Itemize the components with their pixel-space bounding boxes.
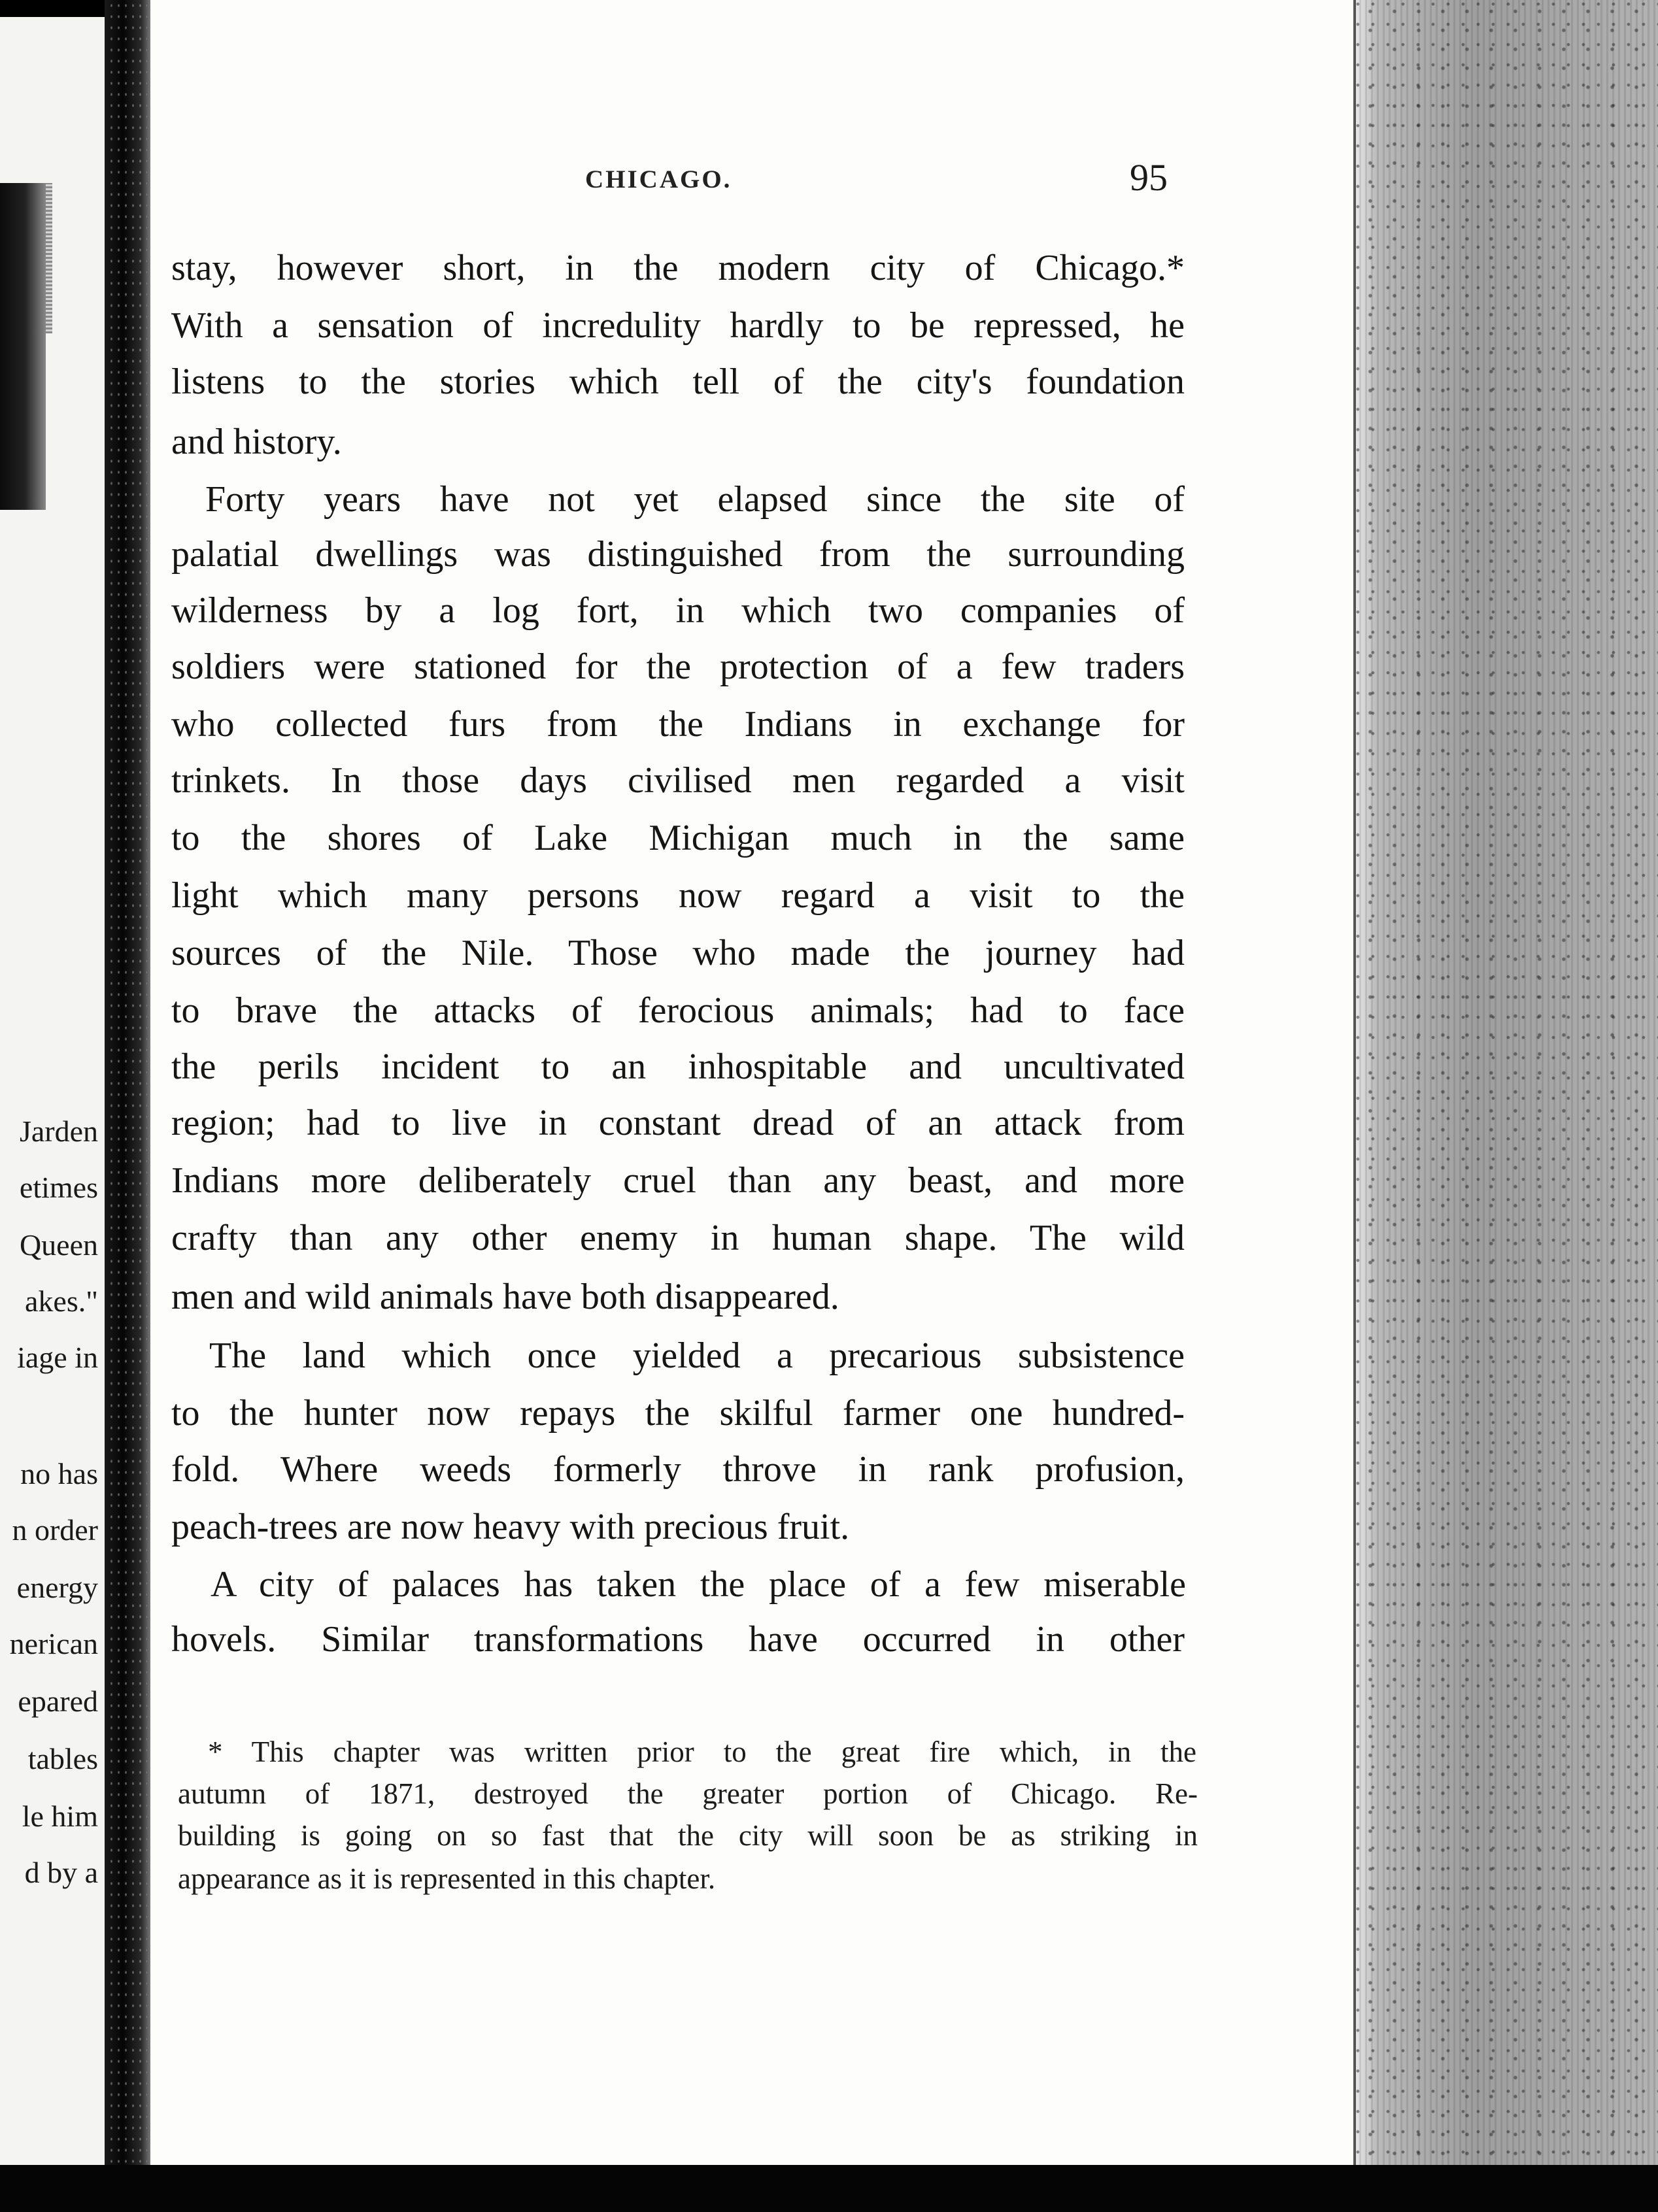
page-number: 95 (1130, 156, 1168, 199)
facing-page-fragment: iage in (17, 1341, 98, 1374)
body-line: crafty than any other enemy in human shape. The wild (171, 1218, 1185, 1258)
body-line: Forty years have not yet elapsed since the site of (205, 479, 1185, 520)
body-line: region; had to live in constant dread of an attack from (171, 1103, 1185, 1143)
facing-page-fragment: d by a (24, 1856, 98, 1889)
page-stack-edge (1353, 0, 1658, 2212)
footnote-line: appearance as it is represented in this chapter. (178, 1862, 716, 1895)
facing-page-shadow (0, 183, 46, 510)
body-line: who collected furs from the Indians in exchange for (171, 704, 1185, 745)
facing-page-fragment: akes." (24, 1284, 98, 1318)
facing-page-fragment: n order (12, 1513, 98, 1547)
body-line: Indians more deliberately cruel than any beast, and more (171, 1160, 1185, 1201)
body-line: fold. Where weeds formerly throve in rank profusion, (171, 1449, 1185, 1490)
page-stack-border (1353, 0, 1356, 2212)
body-line: the perils incident to an inhospitable and uncultivated (171, 1047, 1185, 1087)
facing-page-fragment: le him (22, 1800, 98, 1833)
facing-page-fragment: epared (18, 1684, 98, 1718)
facing-page-fragment: Queen (19, 1228, 98, 1262)
body-line: to brave the attacks of ferocious animals; had to face (171, 990, 1185, 1031)
body-line: soldiers were stationed for the protection of a few traders (171, 646, 1185, 687)
body-line: and history. (171, 422, 342, 462)
body-line: men and wild animals have both disappeared. (171, 1277, 839, 1317)
facing-page-fragment: etimes (19, 1171, 98, 1204)
facing-page-fragment: no has (20, 1457, 98, 1490)
body-line: sources of the Nile. Those who made the journey had (171, 933, 1185, 973)
footnote-line: * This chapter was written prior to the great fire which, in the (208, 1735, 1196, 1768)
footnote-line: building is going on so fast that the city will soon be as striking in (178, 1819, 1198, 1852)
body-line: stay, however short, in the modern city of Chicago.* (171, 248, 1185, 288)
facing-page-fragment: tables (27, 1742, 98, 1775)
body-line: listens to the stories which tell of the city's foundation (171, 361, 1185, 402)
gutter-texture (108, 0, 147, 2212)
scan-border-bottom (0, 2165, 1658, 2212)
footnote-line: autumn of 1871, destroyed the greater portion of Chicago. Re- (178, 1777, 1198, 1810)
body-line: palatial dwellings was distinguished from the surrounding (171, 534, 1185, 575)
body-line: light which many persons now regard a visit to the (171, 875, 1185, 916)
body-line: The land which once yielded a precarious subsistence (209, 1335, 1185, 1376)
body-line: wilderness by a log fort, in which two companies of (171, 590, 1185, 631)
facing-page-fragment: Jarden (19, 1114, 98, 1148)
running-head: CHICAGO. (585, 165, 732, 193)
body-line: With a sensation of incredulity hardly to be repressed, he (171, 305, 1185, 346)
body-line: peach-trees are now heavy with precious fruit. (171, 1507, 850, 1547)
facing-page (0, 0, 105, 2212)
body-line: to the hunter now repays the skilful farmer one hundred- (171, 1393, 1185, 1433)
facing-page-fragment: nerican (9, 1627, 98, 1660)
body-line: to the shores of Lake Michigan much in the same (171, 818, 1185, 858)
facing-page-fragment: energy (16, 1571, 98, 1604)
body-line: A city of palaces has taken the place of a few miserable (211, 1564, 1186, 1605)
body-line: hovels. Similar transformations have occurred in other (171, 1619, 1185, 1660)
body-line: trinkets. In those days civilised men regarded a visit (171, 760, 1185, 801)
